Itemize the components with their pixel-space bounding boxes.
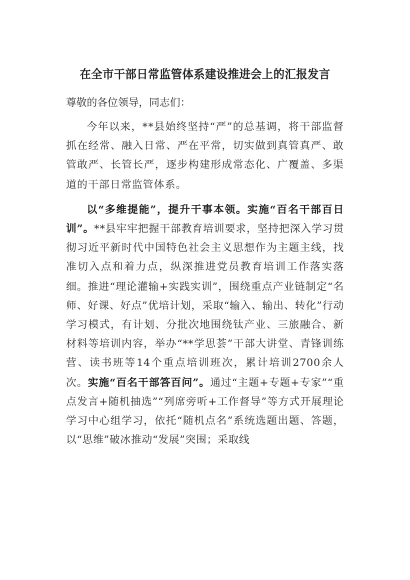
paragraph-training [66,201,344,451]
section-heading: 以“多维提能”，提升干事本领。实施“百名干部百日训”。 [66,203,344,236]
document-title: 在全市干部日常监管体系建设推进会上的汇报发言 [79,67,331,81]
salutation: 尊敬的各位领导，同志们： [66,97,191,109]
subsection-heading: 实施“百名干部答百问”。 [87,376,211,389]
paragraph-intro: 今年以来，**县始终坚持“严”的总基调，将干部监督抓在经常、融入日常、严在平常，切实做到真管真严、敢管敢严、长管长严，逐步构建形成常态化、广覆盖、多渠道的干部日常监管体系。 [66,121,344,191]
paragraph-body: **县牢牢把握干部教育培训要求，坚持把深入学习贯彻习近平新时代中国特色社会主义思想作为主题主线，找准切入点和着力点，纵深推进党员教育培训工作落实落细。推进“理论灌输+实践实训”，围绕重点产业链制定“名师、好课、好点”优培计划，采取“输入、输出、转化”行动学习模式，有计划、分批次地围绕钛产业、三旅融合、新材料等培训内容，举办“**学思荟”干部大讲堂、青锋训练营、读书班等14个重点培训班次，累计培训2700余人次。 [66,223,344,389]
paragraph-body-continued: 通过“主题+专题+专家”“重点发言+随机抽选”“列席旁听+工作督导”等方式开展理论学习中心组学习，依托“随机点名”系统选题出题、答题，以“思维”破冰推动“发展”突围；采取线 [66,376,345,447]
